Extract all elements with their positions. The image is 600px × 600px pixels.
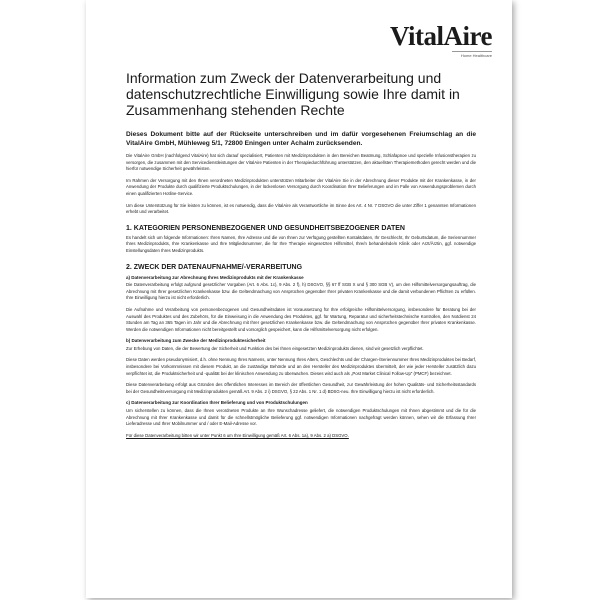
section-2c-heading: c) Datenverarbeitung zur Koordination Ihrer Belieferung und von Produktschulungen [126, 400, 308, 406]
section-2b-text-1: Zur Erhebung von Daten, die der Bewertung der Sicherheit und Funktion des bei Ihnen eingesetzten Medizinprodukts dienen, sind wir gesetzlich verpflichtet. [126, 345, 424, 351]
section-1-heading: 1. KATEGORIEN PERSONENBEZOGENER UND GESUNDHEITSBEZOGENER DATEN [126, 224, 405, 232]
section-2c-text: Um sicherstellen zu können, dass die Ihnen verordneten Produkte an Ihre Wunschadresse geliefert, die notwendigen Produktschulungen mit Ihnen abgestimmt und die für die Abrechnung mit Ihrer Krankenkasse und damit für die schnellstmögliche Belieferung ggf. notwendigen Informationen nachgefragt werden können, sehen wir die Erfassung Ihrer Lieferadresse und Ihrer Mobilnummer und / oder E-Mail-Adresse vor. [126, 408, 476, 427]
section-2a-text-1: Die Datenverarbeitung erfolgt aufgrund gesetzlicher Vorgaben (Art. 6 Abs. 1c), 9 Abs. 2 f), h) DSGVO, §§ 67 ff SGB X und § 300 SGB V), um den Hilfsmittelversorgungsauftrag, die Abrechnung mit Ihrer gesetzlichen Krankenkasse bzw. die Geltendmachung von Ansprüchen gegenüber Ihrer privaten Krankenkasse und die damit verbundenen Pflichten zu erfüllen. Ihre Einwilligung hierzu ist nicht erforderlich. [126, 282, 476, 301]
brand-logo [390, 22, 492, 58]
intro-paragraph-3: Um diese Unterstützung für Sie leisten zu können, ist es notwendig, dass die VitalAire als Verantwortliche im Sinne des Art. 4 Nr. 7 DSGVO die unter Ziffer 1 genannten Informationen erhebt und verarbeitet. [126, 202, 476, 215]
section-2-heading: 2. ZWECK DER DATENAUFNAHME/-VERARBEITUNG [126, 263, 303, 271]
document-page [86, 0, 512, 598]
consent-reference: Für diese Datenverarbeitung bitten wir unter Punkt 6 um Ihre Einwilligung gemäß Art. 6 Abs. 1a), 9 Abs. 2 a) DSGVO. [126, 432, 349, 438]
brand-subline: Home Healthcare [452, 51, 492, 58]
intro-paragraph-1: Die VitalAire GmbH (nachfolgend VitalAire) hat sich darauf spezialisiert, Patienten mit Medizinprodukten in den Bereichen Beatmung, Schlafapnoe und spezielle Infusionstherapien zu versorgen, die zusammen mit den Servicedienstleistungen der VitalAire Patienten in der Therapiedurchführung unterstützen, den aktuellsten Therapiemethoden gerecht werden und die hierfür notwendige Sicherheit gewährleisten. [126, 153, 476, 172]
document-title: Information zum Zweck der Datenverarbeitung und datenschutzrechtliche Einwilligung sowie Ihre damit in Zusammenhang stehenden Rechte [126, 70, 460, 118]
section-2a-text-2: Die Aufnahme und Verarbeitung von personenbezogenen und Gesundheitsdaten ist Voraussetzung für Ihre erfolgreiche Hilfsmittelversorgung, insbesondere für Beratung bei der Auswahl des Produktes und des Zubehörs, für die Einweisung in die Anwendung des Produktes, ggf. für Wartung, Reparatur und sicherheitstechnische Kontrollen, den Notdienst 24 Stunden am Tag an 365 Tagen im Jahr und die Abrechnung mit Ihrer gesetzlichen Krankenkasse bzw. die Geltendmachung von Ansprüchen gegenüber Ihrer privaten Krankenkasse. Werden die notwendigen Informationen nicht bereitgestellt und vorsorglich gespeichert, kann die Hilfsmittelversorgung nicht erfolgen. [126, 306, 476, 332]
intro-paragraph-2: Im Rahmen der Versorgung mit den Ihnen verordneten Medizinprodukten unterstützen Mitarbeiter der VitalAire Sie in der Abrechnung dieser Produkte mit der Krankenkasse, in der Anwendung der Produkte durch qualifizierte Produktschulungen, in der lückenlosen Versorgung durch Koordination Ihrer Belieferungen und im Falle von Anwendungsproblemen durch einen qualifizierten Hotline-Service. [126, 177, 476, 196]
section-1-text: Es handelt sich um folgende Informationen: Ihren Namen, Ihre Adresse und die von Ihnen zur Verfügung gestellten Kontaktdaten, Ihr Geschlecht, Ihr Geburtsdatum, die Seriennummer Ihres Medizinprodukts, Ihre Krankenkasse und Ihre Mitgliedsnummer, die für Ihre Therapie eingesetzten Hilfsmittel, Ihre/n behandelnde/n Klinik oder Arzt/Ärztin, ggf. notwendige Einstellungsdaten Ihres Medizinprodukts. [126, 234, 476, 253]
section-2a-heading: a) Datenverarbeitung zur Abrechnung Ihres Medizinprodukts mit der Krankenkasse [126, 274, 304, 280]
brand-wordmark: VitalAire [390, 21, 492, 51]
document-body [126, 131, 476, 444]
section-2b-text-2: Diese Daten werden pseudonymisiert, d.h. ohne Nennung Ihres Namens, unter Nennung Ihres Alters, Geschlechts und der Chargen-/Seriennummer Ihres Medizinproduktes bei Bedarf, insbesondere bei Vorkommnissen mit diesem Produkt, an die zuständige Behörde und an den Hersteller des Medizinproduktes übermittelt, der wie jeder Hersteller zusätzlich dazu verpflichtet ist, die Produktsicherheit und -qualität bei der klinischen Anwendung zu überwachen. Dieses wird auch als „Post Market Clinical Follow-Up“ (PMCF) bezeichnet. [126, 357, 476, 376]
lead-instruction: Dieses Dokument bitte auf der Rückseite unterschreiben und im dafür vorgesehenen Freiumschlag an die VitalAire GmbH, Mühleweg 5/1, 72800 Eningen unter Achalm zurücksenden. [126, 131, 476, 147]
section-2b-text-3: Diese Datenverarbeitung erfolgt aus Gründen des öffentlichen Interesses im Bereich der öffentlichen Gesundheit, zur Gewährleistung der hohen Qualitäts- und Sicherheitsstandards bei der Gesundheitsversorgung mit Medizinprodukten gemäß Art. 9 Abs. 2 i) DSGVO, § 22 Abs. 1 Nr. 1 d) BDSG-neu. Ihre Einwilligung hierzu ist nicht erforderlich. [126, 382, 476, 394]
section-2b-heading: b) Datenverarbeitung zum Zwecke der Medizinproduktesicherheit [126, 338, 266, 344]
